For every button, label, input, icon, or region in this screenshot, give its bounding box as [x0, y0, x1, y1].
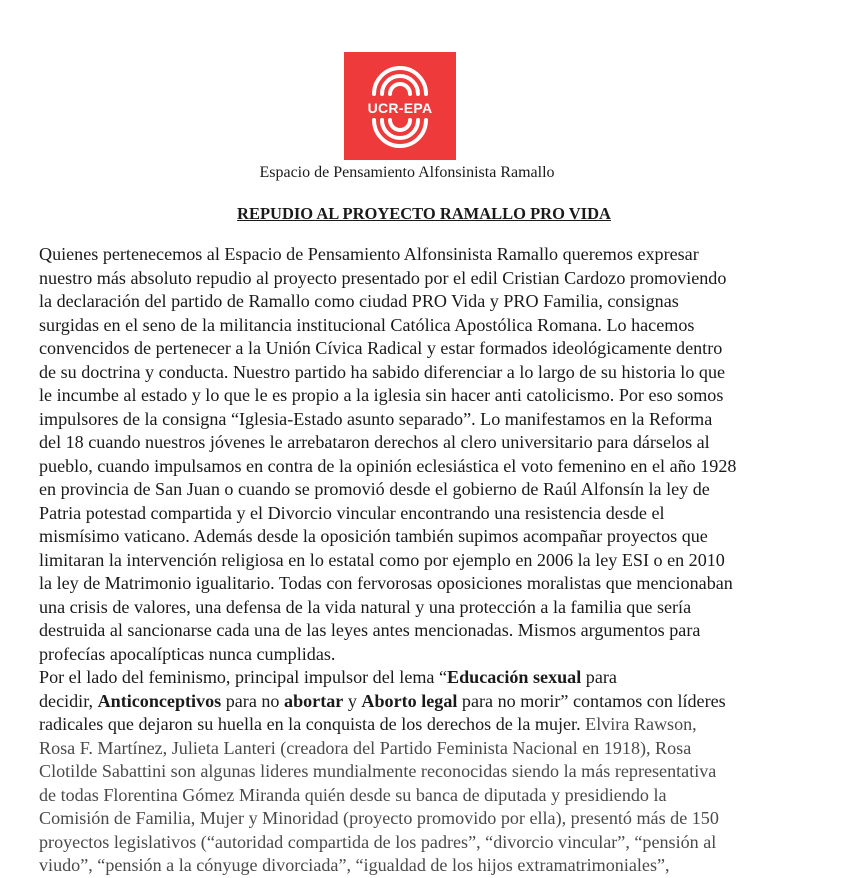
logo-text: UCR-EPA — [367, 100, 433, 116]
text-line: Comisión de Familia, Mujer y Minoridad (proyecto promovido por ella), presentó más de 150 — [39, 808, 719, 828]
text-run: y — [343, 690, 362, 711]
text-run: radicales que dejaron su huella en la conquista de los derechos de la mujer. — [39, 714, 586, 734]
text-line: le incumbe al estado y lo que le es propio a la iglesia sin hacer anti catolicismo. Por eso somos — [39, 385, 724, 405]
text-line: una crisis de valores, una defensa de la vida natural y una protección a la familia que sería — [39, 596, 692, 617]
document-body — [39, 243, 839, 878]
bold-phrase: abortar — [284, 690, 344, 711]
ucr-epa-logo — [344, 52, 456, 160]
text-line: impulsores de la consigna “Iglesia-Estado asunto separado”. Lo manifestamos en la Reforma — [39, 408, 713, 429]
text-run: Por el lado del feminismo, principal impulsor del lema “ — [39, 667, 448, 687]
text-line: profecías apocalípticas nunca cumplidas. — [39, 643, 336, 664]
text-line: mismísimo vaticano. Además desde la oposición también supimos acompañar proyectos que — [39, 526, 708, 546]
text-line: en provincia de San Juan o cuando se promovió desde el gobierno de Raúl Alfonsín la ley de — [39, 479, 710, 499]
text-line: la declaración del partido de Ramallo como ciudad PRO Vida y PRO Familia, consignas — [39, 291, 679, 311]
text-line — [39, 690, 839, 714]
text-line: Patria potestad compartida y el Divorcio vincular encontrando una resistencia desde el — [39, 502, 665, 523]
organization-name: Espacio de Pensamiento Alfonsinista Ramallo — [259, 164, 555, 181]
text-line: de su doctrina y conducta. Nuestro partido ha sabido diferenciar a lo largo de su historia lo que — [39, 361, 726, 382]
text-line: convencidos de pertenecer a la Unión Cívica Radical y estar formados ideológicamente dentro — [39, 338, 723, 358]
text-line: viudo”, “pensión a la cónyuge divorciada”, “igualdad de los hijos extramatrimoniales”, — [39, 855, 670, 875]
text-run: decidir, — [39, 690, 98, 711]
text-line: Quienes pertenecemos al Espacio de Pensamiento Alfonsinista Ramallo queremos expresar — [39, 244, 699, 264]
text-line: de todas Florentina Gómez Miranda quién desde su banca de diputada y presidiendo la — [39, 784, 667, 805]
bold-phrase: Anticonceptivos — [97, 690, 222, 711]
text-run: para no morir” contamos con líderes — [457, 690, 726, 711]
document-title: REPUDIO AL PROYECTO RAMALLO PRO VIDA — [237, 204, 611, 223]
text-run: para no — [221, 690, 285, 711]
bold-phrase: Educación sexual — [447, 667, 582, 687]
text-line: la ley de Matrimonio igualitario. Todas con fervorosas oposiciones moralistas que mencionaban — [39, 573, 733, 593]
text-line: pueblo, cuando impulsamos en contra de la opinión eclesiástica el voto femenino en el año 1928 — [39, 455, 737, 476]
text-line — [39, 666, 839, 690]
text-line: Clotilde Sabattini son algunas lideres mundialmente reconocidas siendo la más representativa — [39, 761, 717, 781]
text-line: proyectos legislativos (“autoridad compartida de los padres”, “divorcio vincular”, “pensión al — [39, 831, 717, 852]
text-line: destruida al sancionarse cada una de las leyes antes mencionadas. Mismos argumentos para — [39, 620, 701, 640]
paragraph-2 — [39, 666, 839, 878]
paragraph-1 — [39, 243, 839, 666]
text-line: del 18 cuando nuestros jóvenes le arrebataron derechos al clero universitario para dárselos al — [39, 432, 710, 452]
bold-phrase: Aborto legal — [361, 690, 458, 711]
text-line: Rosa F. Martínez, Julieta Lanteri (creadora del Partido Feminista Nacional en 1918), Rosa — [39, 737, 692, 758]
text-line — [39, 713, 839, 737]
text-run: Elvira Rawson, — [585, 714, 697, 734]
text-line: surgidas en el seno de la militancia institucional Católica Apostólica Romana. Lo hacemos — [39, 314, 695, 335]
text-run: para — [581, 667, 617, 687]
text-line: limitaran la intervención religiosa en lo estatal como por ejemplo en 2006 la ley ESI o en 2010 — [39, 549, 725, 570]
text-line: nuestro más absoluto repudio al proyecto presentado por el edil Cristian Cardozo promoviendo — [39, 267, 727, 288]
